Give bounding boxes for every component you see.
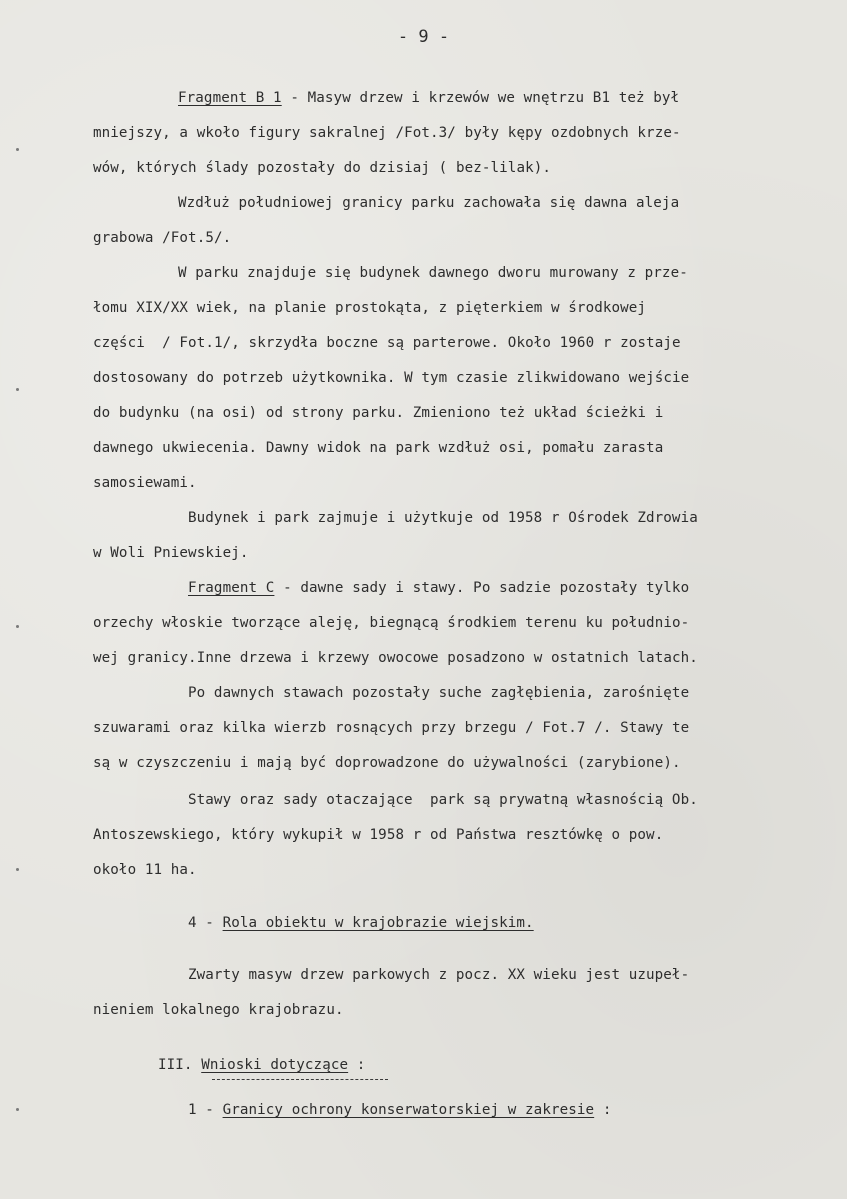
subsection-1-title: Granicy ochrony konserwatorskiej w zakresie	[222, 1102, 595, 1118]
ownership-line-3: około 11 ha.	[93, 862, 197, 878]
manor-line-3: części / Fot.1/, skrzydła boczne są parterowe. Około 1960 r zostaje	[93, 335, 681, 351]
page-number: - 9 -	[397, 27, 450, 47]
fragment-b1-label: Fragment B 1	[178, 90, 282, 106]
manor-line-2: łomu XIX/XX wiek, na planie prostokąta, z pięterkiem w środkowej	[93, 300, 647, 316]
ponds-line-1: Po dawnych stawach pozostały suche zagłębienia, zarośnięte	[188, 685, 690, 701]
ownership-line-2: Antoszewskiego, który wykupił w 1958 r od Państwa resztówkę o pow.	[93, 827, 664, 843]
south-border-line-2: grabowa /Fot.5/.	[93, 230, 232, 246]
fragment-c-line-1: Fragment C - dawne sady i stawy. Po sadzie pozostały tylko	[188, 580, 690, 596]
ponds-line-3: są w czyszczeniu i mają być doprowadzone do używalności (zarybione).	[93, 755, 681, 771]
margin-mark	[16, 388, 19, 391]
margin-mark	[16, 1108, 19, 1111]
health-center-line-2: w Woli Pniewskiej.	[93, 545, 249, 561]
margin-mark	[16, 625, 19, 628]
manor-line-6: dawnego ukwiecenia. Dawny widok na park wzdłuż osi, pomału zarasta	[93, 440, 664, 456]
manor-line-4: dostosowany do potrzeb użytkownika. W tym czasie zlikwidowano wejście	[93, 370, 690, 386]
landscape-line-2: nieniem lokalnego krajobrazu.	[93, 1002, 344, 1018]
landscape-line-1: Zwarty masyw drzew parkowych z pocz. XX wieku jest uzupeł-	[188, 967, 690, 983]
fragment-b1-line-3: wów, których ślady pozostały do dzisiaj ( bez-lilak).	[93, 160, 552, 176]
ownership-line-1: Stawy oraz sady otaczające park są prywatną własnością Ob.	[188, 792, 698, 808]
margin-mark	[16, 148, 19, 151]
section-3-title: Wnioski dotyczące	[201, 1057, 349, 1073]
ponds-line-2: szuwarami oraz kilka wierzb rosnących przy brzegu / Fot.7 /. Stawy te	[93, 720, 690, 736]
south-border-line-1: Wzdłuż południowej granicy parku zachowała się dawna aleja	[178, 195, 680, 211]
section-4-title: Rola obiektu w krajobrazie wiejskim.	[222, 915, 534, 931]
fragment-c-label: Fragment C	[188, 580, 275, 596]
manor-line-5: do budynku (na osi) od strony parku. Zmieniono też układ ścieżki i	[93, 405, 664, 421]
margin-mark	[16, 868, 19, 871]
dashed-underline	[212, 1079, 388, 1080]
fragment-b1-line-2: mniejszy, a wkoło figury sakralnej /Fot.3/ były kępy ozdobnych krze-	[93, 125, 681, 141]
subsection-1-heading: 1 - Granicy ochrony konserwatorskiej w zakresie :	[188, 1102, 612, 1118]
section-4-heading: 4 - Rola obiektu w krajobrazie wiejskim.	[188, 915, 534, 931]
fragment-c-line-3: wej granicy.Inne drzewa i krzewy owocowe posadzono w ostatnich latach.	[93, 650, 698, 666]
fragment-c-line-2: orzechy włoskie tworzące aleję, biegnącą środkiem terenu ku południo-	[93, 615, 690, 631]
fragment-b1-line-1: Fragment B 1 - Masyw drzew i krzewów we wnętrzu B1 też był	[178, 90, 680, 106]
health-center-line-1: Budynek i park zajmuje i użytkuje od 1958 r Ośrodek Zdrowia	[188, 510, 698, 526]
section-3-heading: III. Wnioski dotyczące :	[158, 1057, 366, 1073]
manor-line-7: samosiewami.	[93, 475, 197, 491]
manor-line-1: W parku znajduje się budynek dawnego dworu murowany z prze-	[178, 265, 688, 281]
